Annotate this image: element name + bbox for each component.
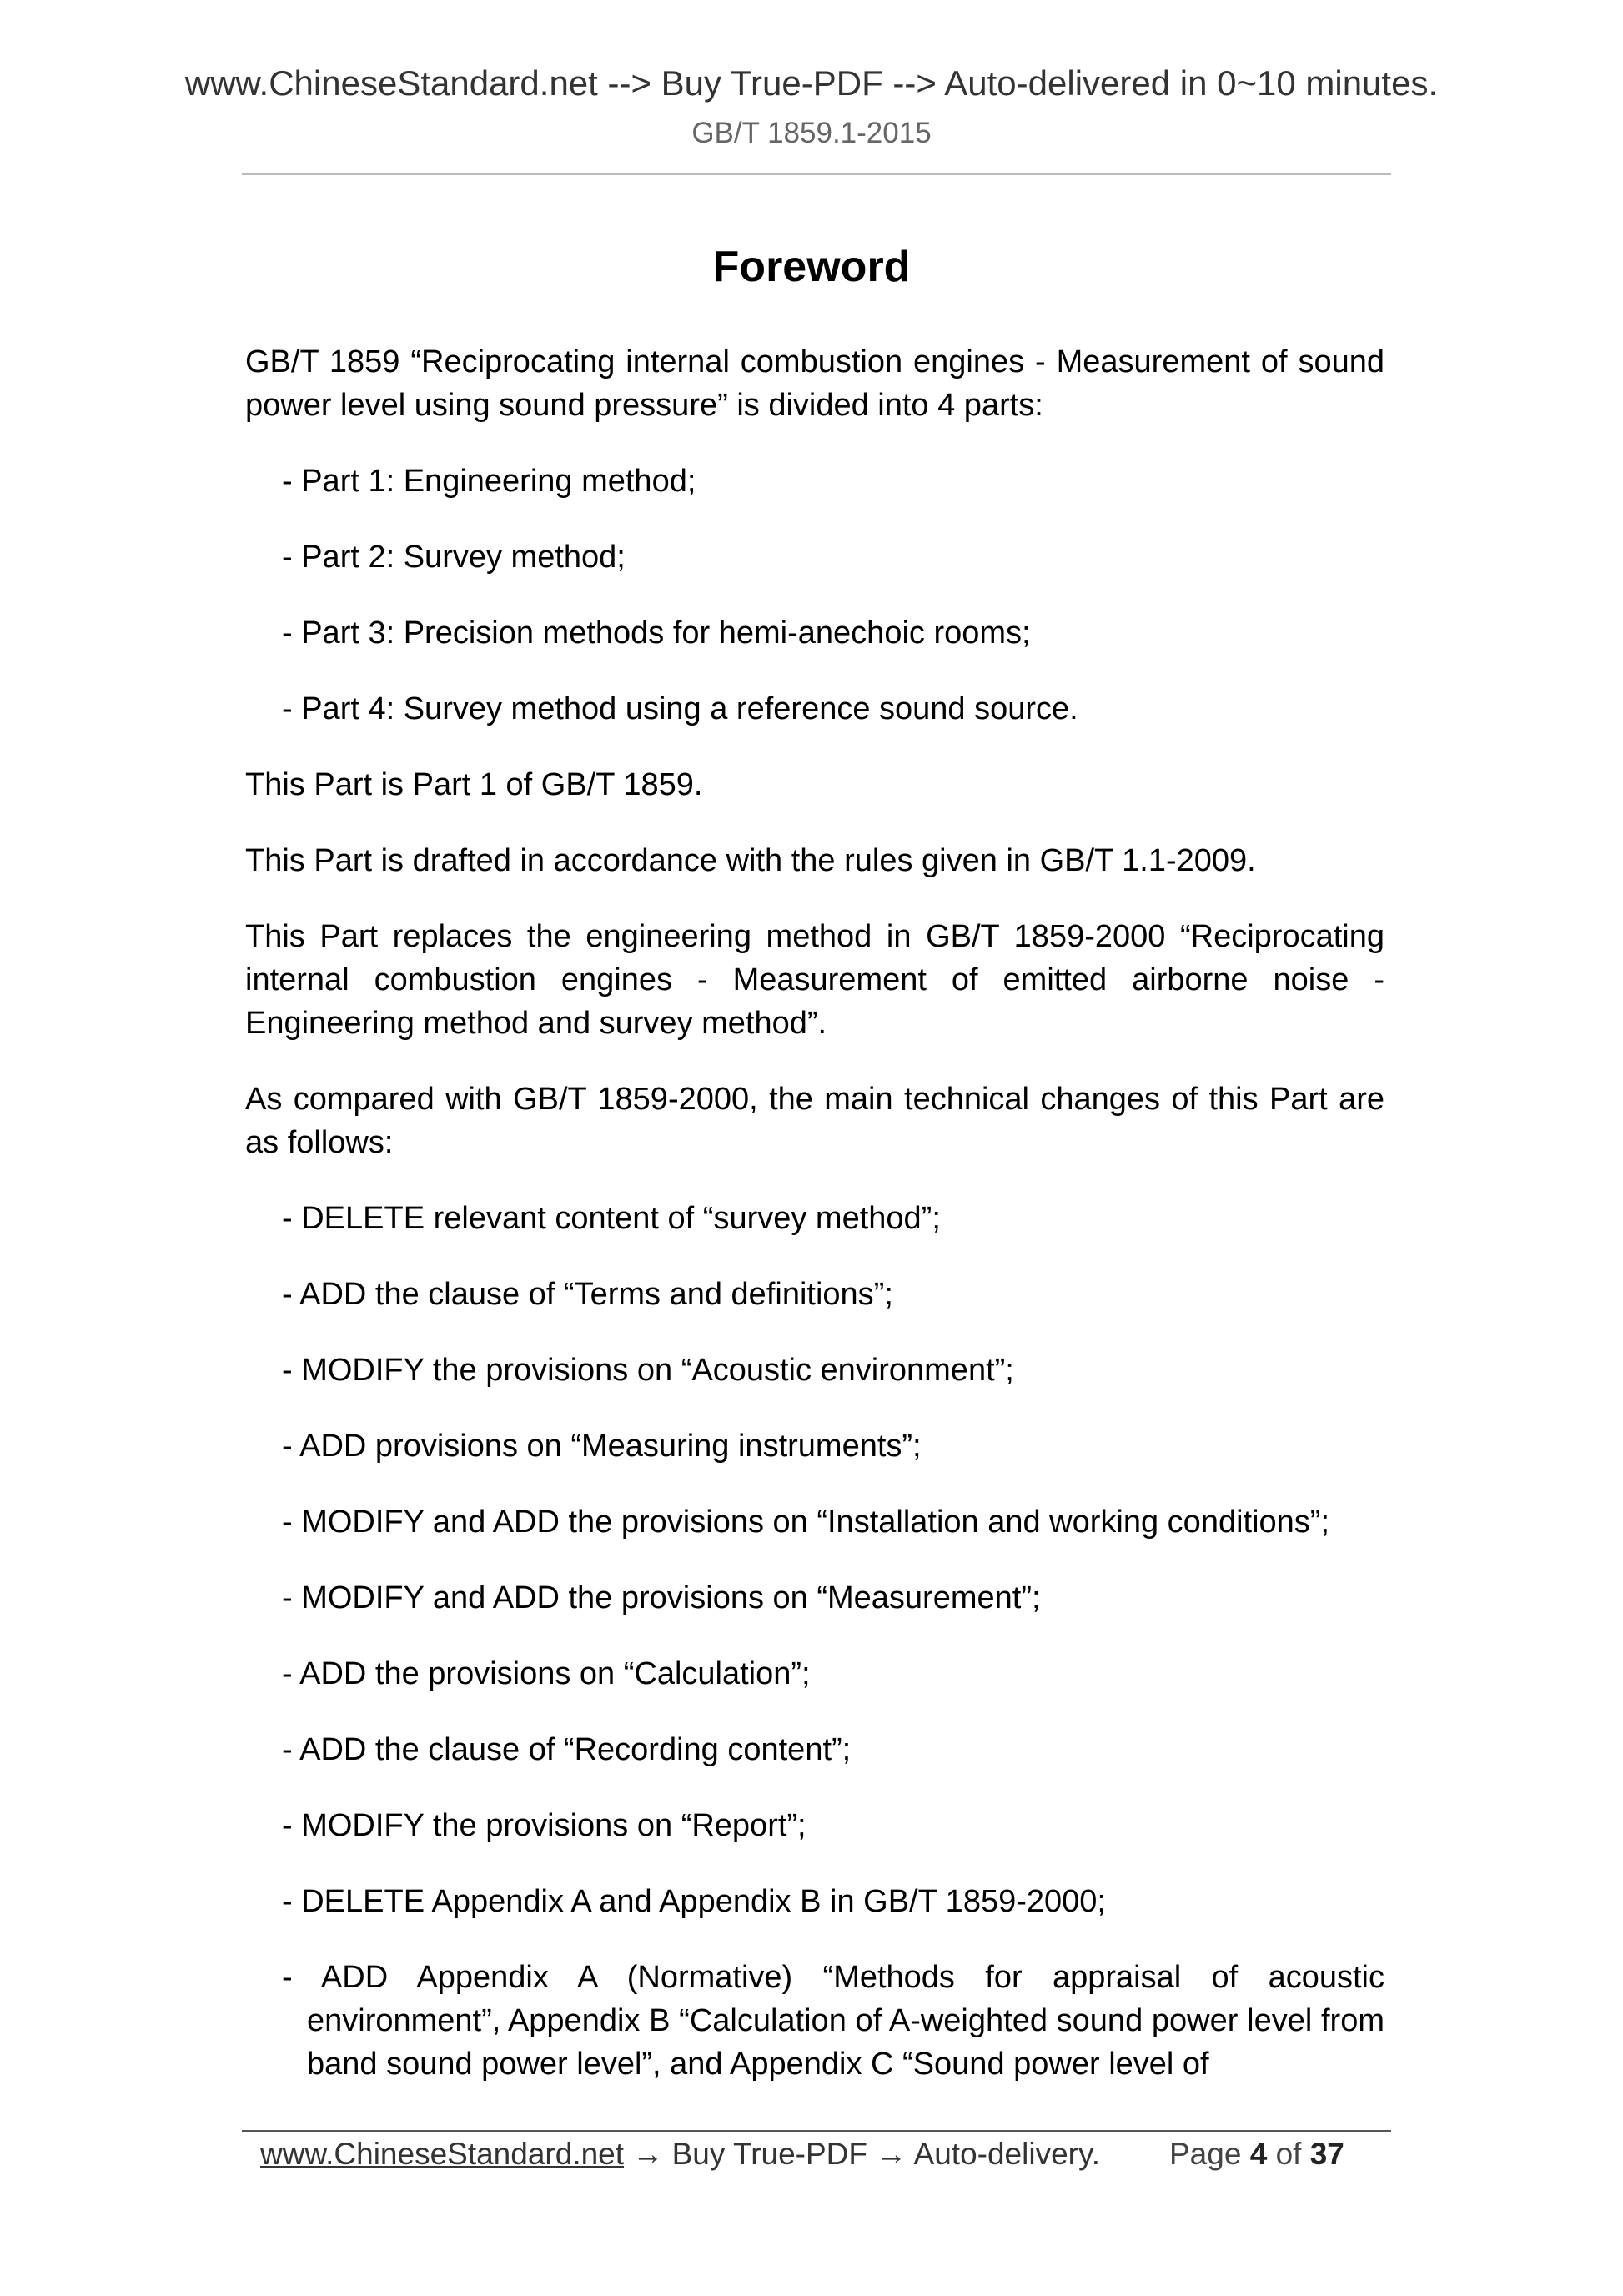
list-item: - ADD Appendix A (Normative) “Methods for appraisal of acoustic environment”, Appendix B “Calculation of A-weighted sound power level from band sound power level”, and Appendix C “Sound power level of xyxy=(282,1960,1384,2082)
list-item: - ADD the clause of “Recording content”; xyxy=(282,1732,852,1767)
footer-promo xyxy=(260,2133,1100,2176)
list-item: - Part 3: Precision methods for hemi-anechoic rooms; xyxy=(282,615,1031,651)
list-item: - Part 1: Engineering method; xyxy=(282,464,696,499)
header-divider xyxy=(242,173,1391,175)
list-item: - Part 4: Survey method using a reference sound source. xyxy=(282,691,1078,726)
list-item: - ADD the clause of “Terms and definitions”; xyxy=(282,1277,893,1312)
list-item: - MODIFY the provisions on “Report”; xyxy=(282,1808,806,1843)
footer-buy-text: Buy True-PDF xyxy=(671,2137,868,2171)
page-label: Page xyxy=(1169,2137,1242,2171)
replaces-paragraph: This Part replaces the engineering method in GB/T 1859-2000 “Reciprocating internal combustion engines - Measurement of emitted airborne noise - Engineering method and survey method”. xyxy=(245,919,1384,1041)
list-item: - ADD provisions on “Measuring instruments”; xyxy=(282,1429,922,1464)
intro-paragraph: GB/T 1859 “Reciprocating internal combustion engines - Measurement of sound power level using sound pressure” is divided into 4 parts: xyxy=(245,344,1384,423)
this-part-paragraph: This Part is Part 1 of GB/T 1859. xyxy=(245,767,703,802)
list-item: - ADD the provisions on “Calculation”; xyxy=(282,1656,811,1691)
footer-delivery-text: Auto-delivery. xyxy=(913,2137,1101,2171)
compared-paragraph: As compared with GB/T 1859-2000, the main technical changes of this Part are as follows: xyxy=(245,1082,1384,1160)
list-item: - MODIFY and ADD the provisions on “Measurement”; xyxy=(282,1580,1041,1615)
of-label: of xyxy=(1275,2137,1302,2171)
list-item: - Part 2: Survey method; xyxy=(282,540,626,575)
page-number xyxy=(1169,2133,1344,2176)
list-item: - DELETE relevant content of “survey method”; xyxy=(282,1201,941,1236)
footer-divider xyxy=(242,2130,1391,2132)
drafted-paragraph: This Part is drafted in accordance with the rules given in GB/T 1.1-2009. xyxy=(245,843,1256,878)
arrow-icon: → xyxy=(876,2137,907,2171)
list-item: - MODIFY the provisions on “Acoustic environment”; xyxy=(282,1353,1014,1388)
page-title: Foreword xyxy=(712,243,911,291)
document-body xyxy=(245,340,1384,2118)
list-item: - MODIFY and ADD the provisions on “Installation and working conditions”; xyxy=(282,1505,1330,1540)
list-item: - DELETE Appendix A and Appendix B in GB/T 1859-2000; xyxy=(282,1884,1106,1919)
arrow-icon: → xyxy=(632,2137,664,2171)
header-banner: www.ChineseStandard.net --> Buy True-PDF --> Auto-delivered in 0~10 minutes. xyxy=(184,63,1439,103)
standard-id: GB/T 1859.1-2015 xyxy=(691,117,932,149)
page-current: 4 xyxy=(1249,2137,1268,2171)
page-total: 37 xyxy=(1309,2137,1344,2171)
footer-site-link[interactable]: www.ChineseStandard.net xyxy=(260,2137,625,2171)
